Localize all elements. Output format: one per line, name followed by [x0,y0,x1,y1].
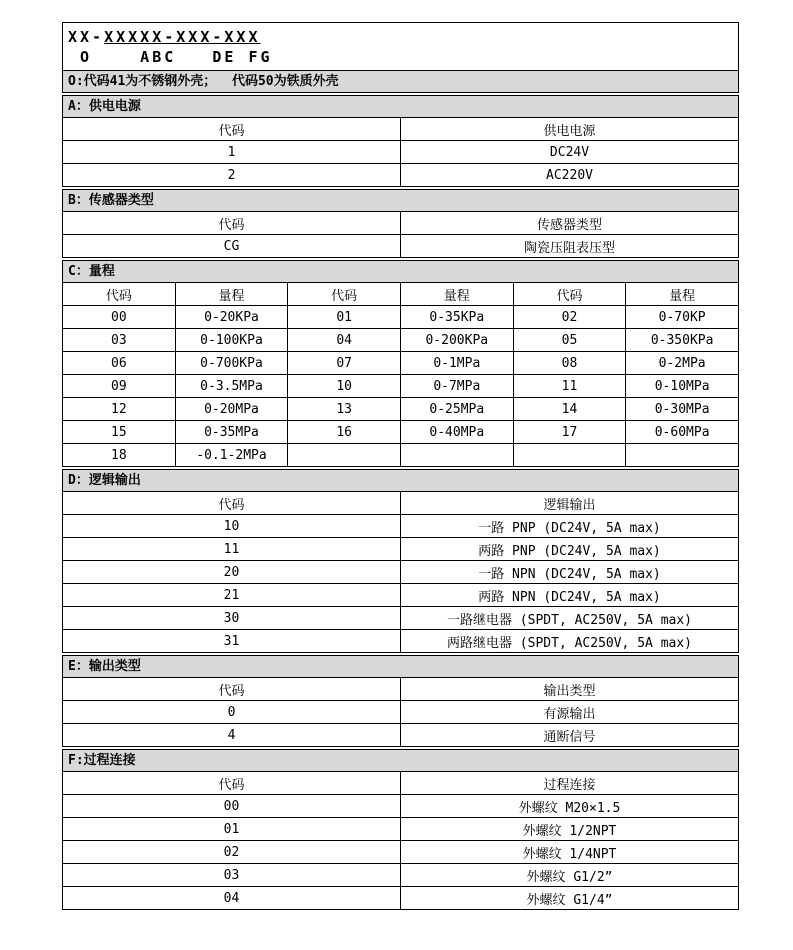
spec-sheet [62,22,739,912]
code-cell: 30 [63,607,401,630]
code-cell: 17 [513,421,626,444]
code-cell: 10 [288,375,401,398]
value-cell: 0-2MPa [626,352,739,375]
table-row [63,795,739,818]
value-cell: 两路 PNP (DC24V, 5A max) [401,538,739,561]
code-cell: 11 [513,375,626,398]
section-E-table [62,677,739,747]
code-cell: 13 [288,398,401,421]
section-F-table [62,771,739,910]
column-header: 代码 [288,283,401,306]
column-header: 代码 [63,492,401,515]
section-C-title: C：量程 [62,260,739,282]
value-cell: 一路 PNP (DC24V, 5A max) [401,515,739,538]
code-cell: 00 [63,306,176,329]
table-row [63,630,739,653]
code-cell: 4 [63,724,401,747]
column-header: 代码 [63,772,401,795]
table-row [63,515,739,538]
value-cell: 外螺纹 1/4NPT [401,841,739,864]
column-header-row [63,678,739,701]
section-A-title: A：供电电源 [62,95,739,117]
value-cell: 0-350KPa [626,329,739,352]
code-cell: 03 [63,329,176,352]
value-cell: AC220V [401,164,739,187]
section-C-block [62,260,739,467]
section-D-table [62,491,739,653]
value-cell: 0-100KPa [175,329,288,352]
value-cell: DC24V [401,141,739,164]
value-cell: 两路 NPN (DC24V, 5A max) [401,584,739,607]
code-cell: 04 [63,887,401,910]
code-cell: 11 [63,538,401,561]
value-cell [626,444,739,467]
table-row [63,724,739,747]
code-cell: 05 [513,329,626,352]
table-row [63,701,739,724]
column-header: 量程 [626,283,739,306]
table-row [63,398,739,421]
table-row [63,607,739,630]
code-cell: 21 [63,584,401,607]
code-cell: 31 [63,630,401,653]
column-header: 代码 [63,212,401,235]
code-cell: 20 [63,561,401,584]
section-D-block [62,469,739,653]
column-header: 过程连接 [401,772,739,795]
section-A-block [62,95,739,187]
code-cell [288,444,401,467]
column-header-row [63,283,739,306]
column-header: 代码 [63,283,176,306]
column-header: 供电电源 [401,118,739,141]
value-cell: 0-30MPa [626,398,739,421]
code-cell: 02 [63,841,401,864]
table-row [63,235,739,258]
column-header-row [63,118,739,141]
table-row [63,329,739,352]
model-code [68,27,738,47]
value-cell: 0-60MPa [626,421,739,444]
value-cell: -0.1-2MPa [175,444,288,467]
code-cell: 03 [63,864,401,887]
value-cell: 外螺纹 1/2NPT [401,818,739,841]
position-labels: O ABC DE FG [68,48,273,66]
section-F-title: F:过程连接 [62,749,739,771]
value-cell: 陶瓷压阻表压型 [401,235,739,258]
section-B-table [62,211,739,258]
value-cell: 0-20MPa [175,398,288,421]
value-cell: 0-35KPa [400,306,513,329]
column-header: 代码 [63,118,401,141]
value-cell: 两路继电器 (SPDT, AC250V, 5A max) [401,630,739,653]
column-header-row [63,212,739,235]
table-row [63,841,739,864]
code-cell: 07 [288,352,401,375]
column-header: 逻辑输出 [401,492,739,515]
section-B-block [62,189,739,258]
column-header-row [63,492,739,515]
table-row [63,584,739,607]
code-cell: 06 [63,352,176,375]
note-o-row: O:代码41为不锈钢外壳； 代码50为铁质外壳 [62,70,739,93]
table-row [63,375,739,398]
code-cell: 16 [288,421,401,444]
column-header: 量程 [175,283,288,306]
model-code-prefix: XX- [68,28,105,46]
value-cell: 0-70KP [626,306,739,329]
table-row [63,864,739,887]
value-cell: 0-1MPa [400,352,513,375]
code-cell: 10 [63,515,401,538]
value-cell: 0-700KPa [175,352,288,375]
code-cell: 2 [63,164,401,187]
column-header-row [63,772,739,795]
section-E-title: E：输出类型 [62,655,739,677]
model-code-cell [62,22,739,70]
value-cell: 外螺纹 M20×1.5 [401,795,739,818]
section-E-block [62,655,739,747]
code-cell: 14 [513,398,626,421]
code-cell: 01 [288,306,401,329]
code-cell: 00 [63,795,401,818]
code-cell: 18 [63,444,176,467]
code-cell: 1 [63,141,401,164]
code-cell: 0 [63,701,401,724]
table-row [63,164,739,187]
value-cell: 0-25MPa [400,398,513,421]
value-cell: 一路 NPN (DC24V, 5A max) [401,561,739,584]
value-cell: 0-200KPa [400,329,513,352]
value-cell: 0-40MPa [400,421,513,444]
section-B-title: B：传感器类型 [62,189,739,211]
column-header: 传感器类型 [401,212,739,235]
table-row [63,141,739,164]
code-cell: 02 [513,306,626,329]
code-cell: 01 [63,818,401,841]
column-header: 量程 [400,283,513,306]
code-cell: 04 [288,329,401,352]
table-row [63,818,739,841]
table-row [63,306,739,329]
value-cell: 通断信号 [401,724,739,747]
value-cell: 0-7MPa [400,375,513,398]
value-cell: 外螺纹 G1/2” [401,864,739,887]
model-code-underlined: XXXXX-XXX-XXX [104,28,261,46]
value-cell: 0-3.5MPa [175,375,288,398]
section-C-table [62,282,739,467]
table-row [63,444,739,467]
value-cell: 有源输出 [401,701,739,724]
column-header: 代码 [513,283,626,306]
table-row [63,352,739,375]
value-cell: 一路继电器 (SPDT, AC250V, 5A max) [401,607,739,630]
value-cell [400,444,513,467]
code-cell: 08 [513,352,626,375]
code-cell: 12 [63,398,176,421]
table-row [63,538,739,561]
column-header: 输出类型 [401,678,739,701]
table-row [63,561,739,584]
table-row [63,421,739,444]
code-cell: 09 [63,375,176,398]
sections-container [62,95,739,910]
value-cell: 0-10MPa [626,375,739,398]
section-A-table [62,117,739,187]
section-D-title: D：逻辑输出 [62,469,739,491]
value-cell: 外螺纹 G1/4” [401,887,739,910]
code-cell [513,444,626,467]
model-header-block [62,22,739,93]
column-header: 代码 [63,678,401,701]
code-cell: CG [63,235,401,258]
code-cell: 15 [63,421,176,444]
value-cell: 0-20KPa [175,306,288,329]
table-row [63,887,739,910]
section-F-block [62,749,739,910]
value-cell: 0-35MPa [175,421,288,444]
